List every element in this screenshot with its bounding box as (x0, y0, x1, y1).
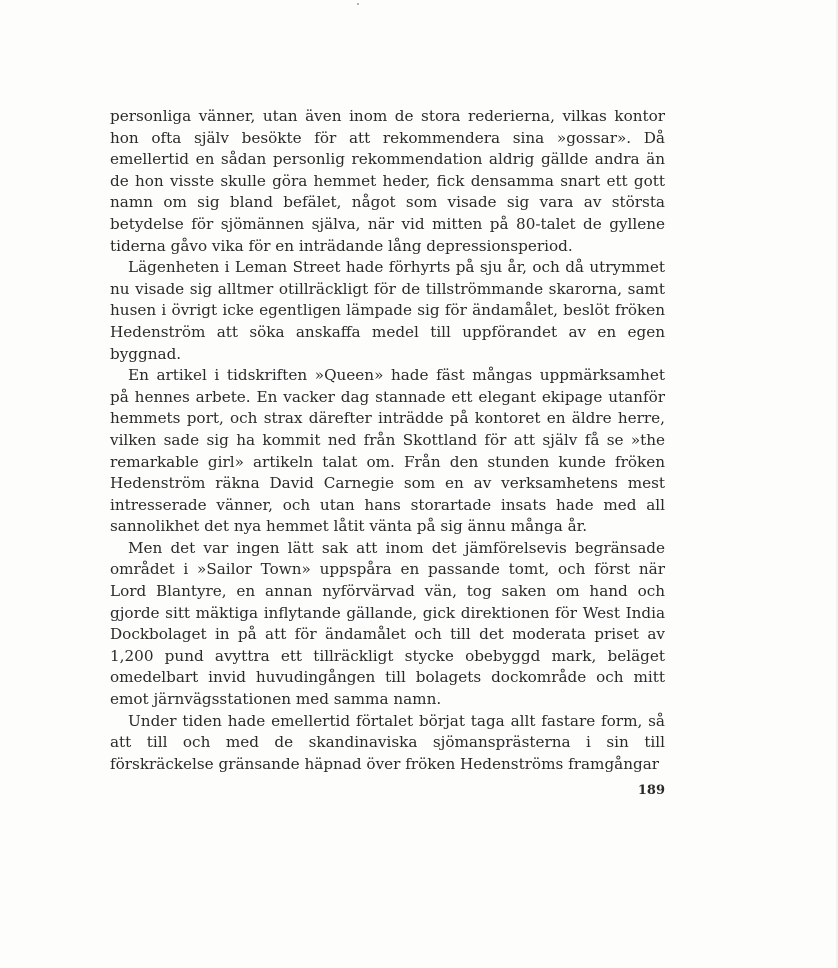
print-speck (357, 3, 359, 5)
paragraph-5: Under tiden hade emellertid förtalet börjat taga allt fastare form, så att till och med de skandinaviska sjömansprästerna i sin till förskräckelse gränsande häpnad över fröken Hedenströms framgångar (110, 711, 665, 773)
body-text (110, 106, 665, 775)
page-number: 189 (637, 783, 665, 798)
paragraph-1: personliga vänner, utan även inom de stora rederierna, vilkas kontor hon ofta själv besökte för att rekommendera sina »gossar». Då emellertid en sådan personlig rekommendation aldrig gällde andra än de hon visste skulle göra hemmet heder, fick densamma snart ett gott namn om sig bland befälet, något som visade sig vara av största betydelse för sjömännen själva, när vid mitten på 80-talet de gyllene tiderna gåvo vika för en inträdande lång depressionsperiod. (110, 107, 665, 255)
paragraph-2: Lägenheten i Leman Street hade förhyrts på sju år, och då utrymmet nu visade sig alltmer otillräckligt för de tillströmmande skarorna, samt husen i övrigt icke egentligen lämpade sig för ändamålet, beslöt fröken Hedenström att söka anskaffa medel till uppförandet av en egen byggnad. (110, 258, 665, 363)
paragraph-4: Men det var ingen lätt sak att inom det jämförelsevis begränsade området i »Sailor Town» uppspåra en passande tomt, och först när Lord Blantyre, en annan nyförvärvad vän, tog saken om hand och gjorde sitt mäktiga inflytande gällande, gick direktionen för West India Dockbolaget in på att för ändamålet och till det moderata priset av 1,200 pund avyttra ett tillräckligt stycke obebyggd mark, beläget omedelbart invid huvudingången till bolagets dockområde och mitt emot järnvägsstationen med samma namn. (110, 538, 665, 709)
paragraph-3: En artikel i tidskriften »Queen» hade fäst mångas uppmärksamhet på hennes arbete. En vacker dag stannade ett elegant ekipage utanför hemmets port, och strax därefter inträdde på kontoret en äldre herre, vilken sade sig ha kommit ned från Skottland för att själv få se »the remarkable girl» artikeln talat om. Från den stunden kunde fröken Hedenström räkna David Carnegie som en av verksamhetens mest intresserade vänner, och utan hans storartade insats hade med all sannolikhet det nya hemmet låtit vänta på sig ännu många år. (110, 366, 665, 536)
